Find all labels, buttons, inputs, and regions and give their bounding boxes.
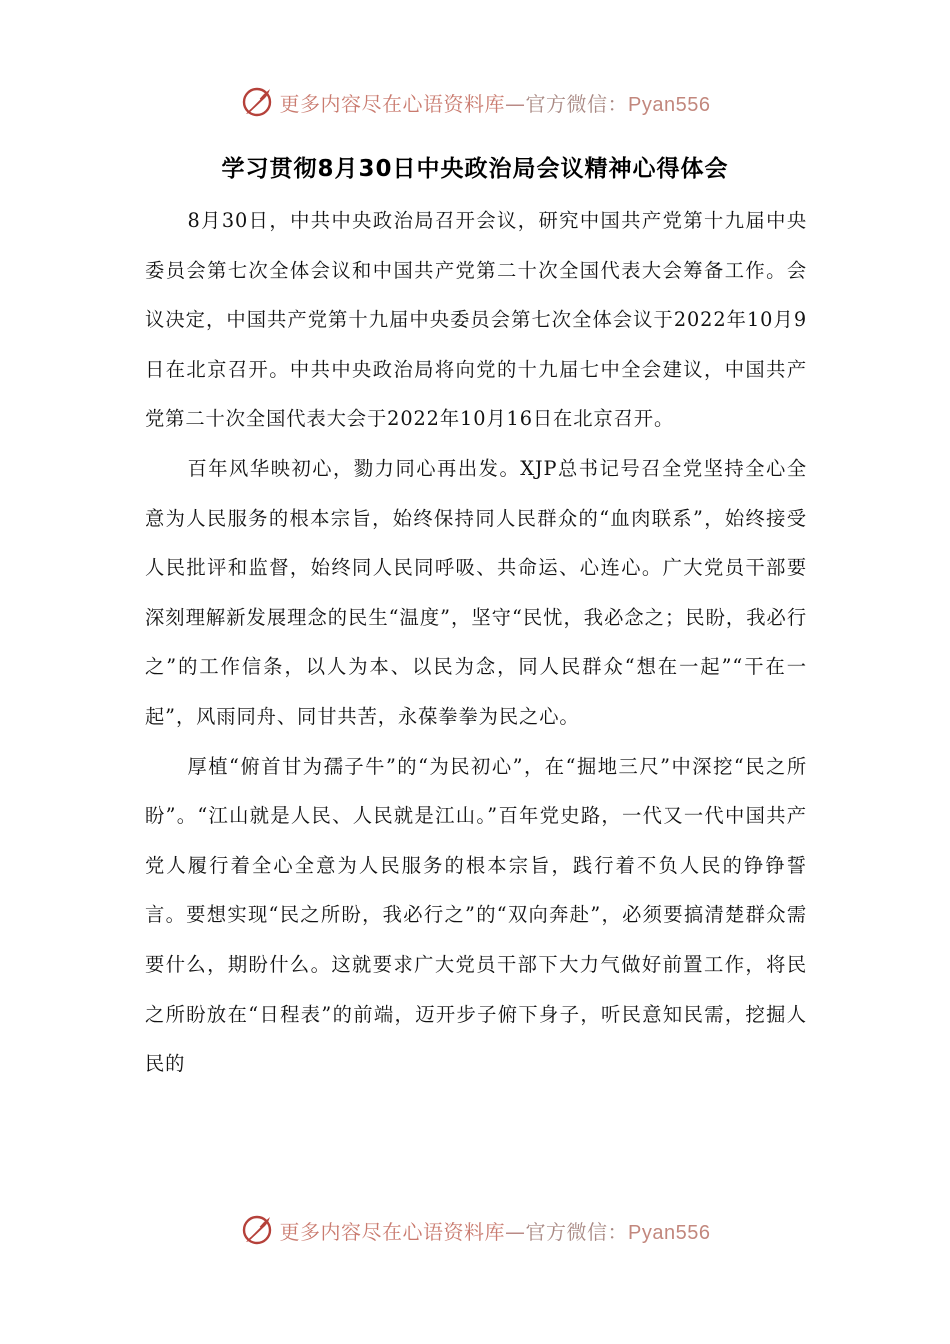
header-watermark — [0, 80, 950, 124]
footer-watermark — [0, 1208, 950, 1252]
watermark-id: Pyan556 — [628, 1221, 711, 1244]
quill-logo-icon — [240, 85, 274, 119]
watermark-prefix: 更多内容尽在心语资料库 — [279, 1219, 506, 1244]
watermark-dash: — — [505, 91, 526, 116]
watermark-official: 官方微信： — [525, 91, 629, 116]
paragraph: 厚植“俯首甘为孺子牛”的“为民初心”，在“掘地三尺”中深挖“民之所盼”。“江山就是人民、人民就是江山。”百年党史路，一代又一代中国共产党人履行着全心全意为人民服务的根本宗旨，践行着不负人民的铮铮誓言。要想实现“民之所盼，我必行之”的“双向奔赴”，必须要搞清楚群众需要什么，期盼什么。这就要求广大党员干部下大力气做好前置工作，将民之所盼放在“日程表”的前端，迈开步子俯下身子，听民意知民需，挖掘人民的 — [145, 754, 807, 1076]
document-body — [145, 196, 807, 1089]
quill-logo-icon — [240, 1213, 274, 1247]
document-title: 学习贯彻8月30日中央政治局会议精神心得体会 — [221, 156, 729, 182]
paragraph: 百年风华映初心，勠力同心再出发。XJP总书记号召全党坚持全心全意为人民服务的根本宗旨，始终保持同人民群众的“血肉联系”，始终接受人民批评和监督，始终同人民同呼吸、共命运、心连心。广大党员干部要深刻理解新发展理念的民生“温度”，坚守“民忧，我必念之；民盼，我必行之”的工作信条，以人为本、以民为念，同人民群众“想在一起”“干在一起”，风雨同舟、同甘共苦，永葆拳拳为民之心。 — [145, 456, 807, 728]
watermark-id: Pyan556 — [628, 93, 711, 116]
paragraph: 8月30日，中共中央政治局召开会议，研究中国共产党第十九届中央委员会第七次全体会议和中国共产党第二十次全国代表大会筹备工作。会议决定，中国共产党第十九届中央委员会第七次全体会议于2022年10月9日在北京召开。中共中央政治局将向党的十九届七中全会建议，中国共产党第二十次全国代表大会于2022年10月16日在北京召开。 — [145, 209, 807, 431]
watermark-dash: — — [505, 1219, 526, 1244]
watermark-prefix: 更多内容尽在心语资料库 — [279, 91, 506, 116]
watermark-official: 官方微信： — [525, 1219, 629, 1244]
